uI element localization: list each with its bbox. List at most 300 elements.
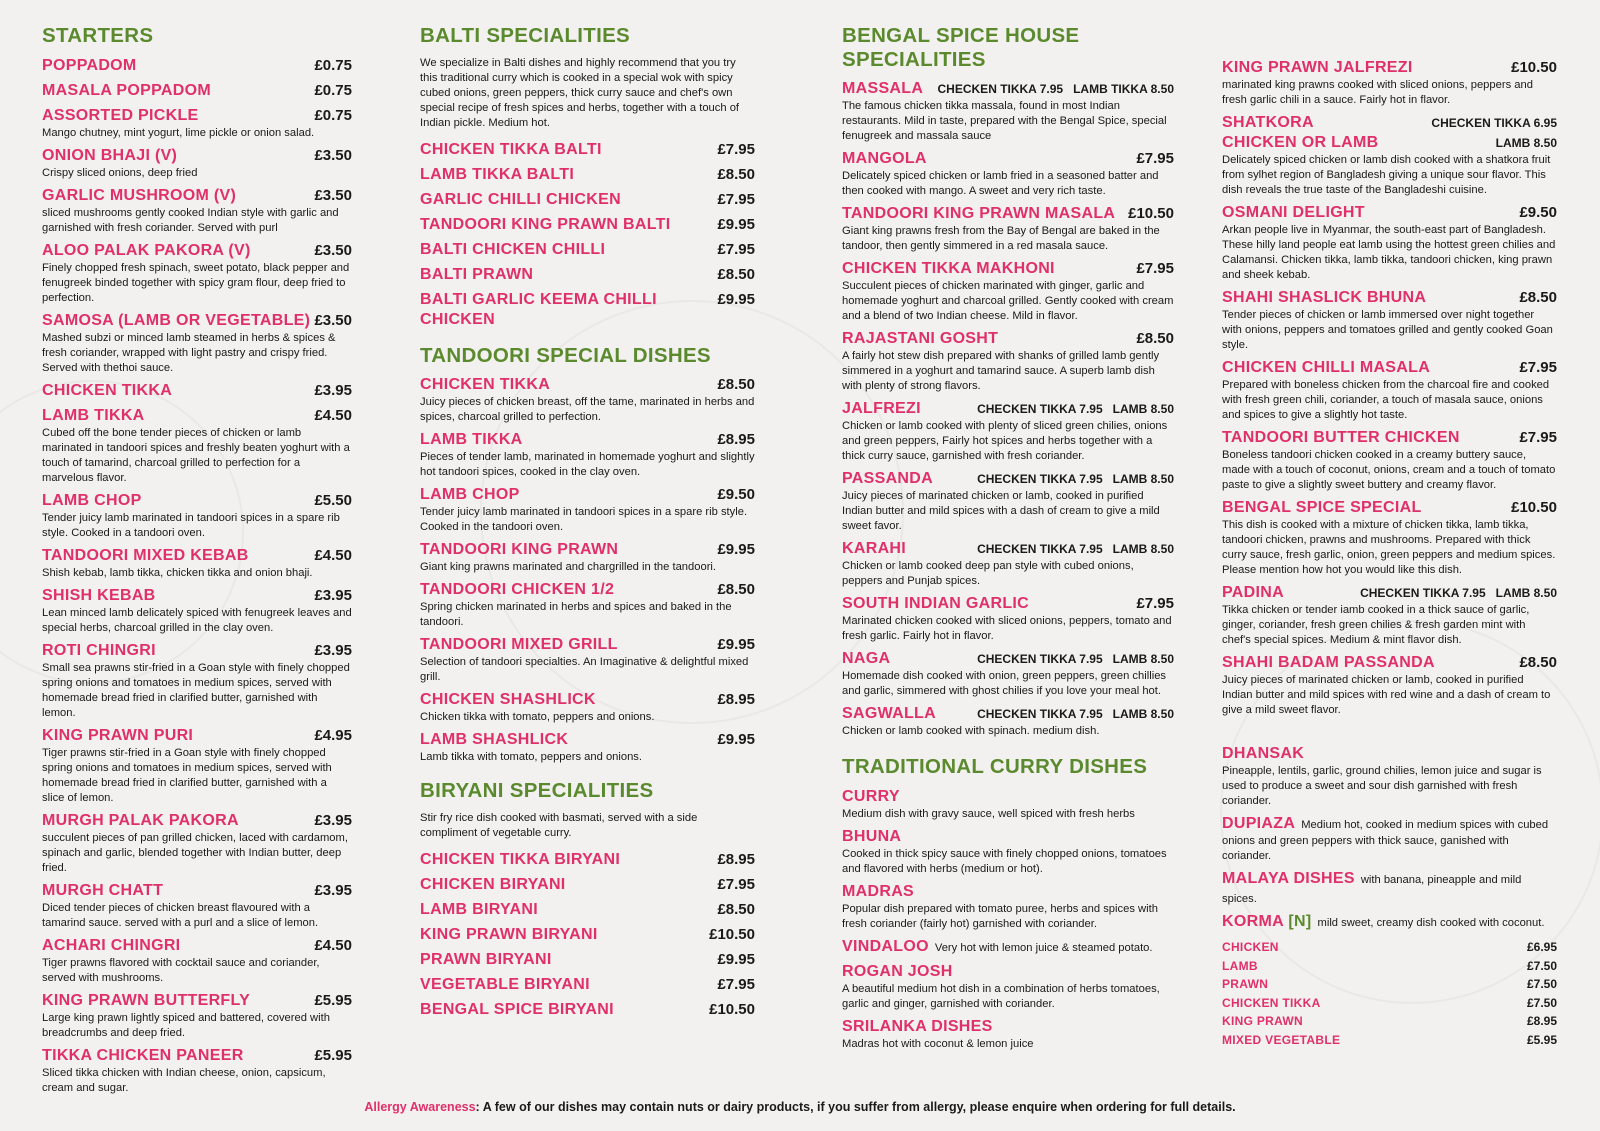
item-variant-prices [928, 82, 1174, 96]
item-price: £3.95 [314, 641, 352, 659]
item-row [42, 586, 352, 606]
item-price: £9.50 [717, 486, 755, 504]
item-price: £3.95 [314, 586, 352, 604]
item-description: Marinated chicken cooked with sliced onions, peppers, tomato and fresh garlic. Fairly hot in flavor. [842, 615, 1172, 643]
item-name: SOUTH INDIAN GARLIC [842, 595, 1030, 613]
item-price: £8.50 [717, 900, 755, 918]
item-row [42, 936, 352, 956]
item-description: Spring chicken marinated in herbs and spices and baked in the tandoori. [420, 601, 732, 629]
menu-item [842, 149, 1174, 199]
menu-item [842, 1017, 1174, 1052]
item-price: £7.95 [717, 975, 755, 993]
item-row [420, 850, 755, 870]
menu-item [842, 962, 1174, 1012]
menu-item [420, 900, 755, 920]
item-name: BHUNA [842, 827, 902, 845]
item-price: £10.50 [1511, 499, 1557, 516]
menu-item [842, 594, 1174, 644]
item-description: Pieces of tender lamb, marinated in homemade yoghurt and slightly hot tandoori spices, cooked in the clay oven. [420, 451, 755, 479]
item-name: CHICKEN TIKKA BALTI [420, 140, 602, 158]
item-description: Large king prawn lightly spiced and battered, covered with breadcrumbs and deep fried. [42, 1011, 330, 1039]
base-price-name: PRAWN [1222, 977, 1269, 992]
item-name: KING PRAWN BUTTERFLY [42, 991, 251, 1009]
menu-item [420, 215, 755, 235]
item-variant-prices [967, 472, 1174, 486]
variant-chicken: CHECKEN TIKKA 7.95 [937, 82, 1064, 97]
item-name: RAJASTANI GOSHT [842, 330, 999, 348]
item-name: ROTI CHINGRI [42, 641, 156, 659]
biryani-intro: Stir fry rice dish cooked with basmati, served with a side compliment of vegetable curry. [420, 811, 698, 839]
item-price: £3.95 [314, 881, 352, 899]
menu-item [420, 975, 755, 995]
item-description: mild sweet, creamy dish cooked with coconut. [1317, 917, 1545, 929]
item-description: Juicy pieces of marinated chicken or lamb, cooked in purified Indian butter and mild spices with a dash of cream to give a mild sweet favor. [842, 490, 1160, 533]
item-name: MALAYA DISHES [1222, 870, 1355, 887]
item-name: ASSORTED PICKLE [42, 106, 199, 124]
item-name: BALTI CHICKEN CHILLI [420, 240, 606, 258]
menu-item [42, 936, 352, 986]
item-name: JALFREZI [842, 400, 921, 418]
item-row [42, 491, 352, 511]
item-price: £0.75 [314, 106, 352, 124]
menu-item [842, 399, 1174, 464]
item-row [42, 241, 352, 261]
item-description: Chicken or lamb cooked with plenty of sliced green chilies, onions and green peppers, Fairly hot spices and herbs together with a thick curry sauce, garnished with fresh coriander. [842, 420, 1168, 463]
item-description: Prepared with boneless chicken from the charcoal fire and cooked with fresh green chili, coriander, a touch of masala sauce, onions and spices to give a slightly hot taste. [1222, 379, 1550, 421]
item-name: SHAHI BADAM PASSANDA [1222, 654, 1435, 671]
item-description: Juicy pieces of marinated chicken or lamb, cooked in purified Indian butter and mild spices with red wine and a dash of cream to give a mild sweet flavor. [1222, 674, 1551, 716]
item-variant-prices [967, 707, 1174, 721]
variant-lamb: LAMB 8.50 [1495, 136, 1557, 150]
item-description: Mashed subzi or minced lamb steamed in herbs & spices & fresh coriander, wrapped with light pastry and crispy fried. Served with thethoi sauce. [42, 331, 336, 374]
item-variant-prices [1350, 586, 1557, 600]
item-description: Tender juicy lamb marinated in tandoori spices in a spare rib style. Cooked in the tandoori oven. [420, 506, 748, 534]
item-name: TANDOORI BUTTER CHICKEN [1222, 429, 1460, 446]
item-name: CHICKEN CHILLI MASALA [1222, 359, 1431, 376]
item-name: KARAHI [842, 540, 907, 558]
item-variant-prices [967, 652, 1174, 666]
variant-lamb: LAMB 8.50 [1112, 542, 1174, 557]
item-row [420, 240, 755, 260]
item-price: £7.95 [717, 140, 755, 158]
menu-item [842, 259, 1174, 324]
item-price: £10.50 [1511, 59, 1557, 76]
item-description: Finely chopped fresh spinach, sweet potato, black pepper and fenugreek binded together with spicy gram flour, deep fried to perfection. [42, 261, 350, 304]
item-description: Tender pieces of chicken or lamb immersed over night together with onions, peppers and tomatoes grilled and gently cooked Goan style. [1222, 309, 1553, 351]
item-price: £3.95 [314, 811, 352, 829]
item-name: KORMA [1222, 913, 1284, 930]
item-description: Delicately spiced chicken or lamb dish cooked with a shatkora fruit from sylhet region of Bangladesh giving a unique sour flavor. This dish reveals the true taste of the Bangladeshi cuisine. [1222, 154, 1551, 196]
menu-item [420, 875, 755, 895]
item-price: £5.95 [314, 991, 352, 1009]
item-row [42, 881, 352, 901]
item-description: A beautiful medium hot dish in a combination of herbs tomatoes, garlic and ginger, garnished with coriander. [842, 982, 1160, 1010]
item-row [42, 106, 352, 126]
item-description: Delicately spiced chicken or lamb fried in a seasoned batter and then cooked with mango. A sweet and very rich taste. [842, 170, 1159, 198]
item-row [420, 690, 755, 710]
item-name: SHATKORA [1222, 114, 1314, 131]
item-description: Very hot with lemon juice & steamed potato. [934, 941, 1153, 954]
section-title-starters: STARTERS [42, 24, 154, 47]
menu-item [842, 79, 1174, 144]
item-row [420, 635, 755, 655]
menu-item [842, 649, 1174, 699]
section-title-bengal: BENGAL SPICE HOUSE SPECIALITIES [842, 24, 1080, 71]
item-variant-prices [967, 402, 1174, 416]
item-price: £10.50 [709, 1000, 755, 1018]
menu-item [420, 375, 755, 425]
item-name: ALOO PALAK PAKORA (V) [42, 241, 251, 259]
variant-chicken: CHECKEN TIKKA 7.95 [1360, 586, 1486, 600]
item-description: Shish kebab, lamb tikka, chicken tikka and onion bhaji. [42, 566, 313, 579]
item-price: £7.95 [1519, 359, 1557, 376]
item-name: OSMANI DELIGHT [1222, 204, 1365, 221]
item-price: £9.95 [717, 215, 755, 233]
item-price: £8.50 [717, 265, 755, 283]
item-description: Medium dish with gravy sauce, well spiced with fresh herbs [842, 807, 1135, 820]
item-price: £10.50 [709, 925, 755, 943]
item-price: £8.95 [717, 850, 755, 868]
menu-item [1222, 653, 1557, 718]
item-row [420, 265, 755, 285]
item-row [42, 726, 352, 746]
variant-lamb: LAMB 8.50 [1112, 402, 1174, 417]
base-price-value: £5.95 [1526, 1032, 1557, 1047]
menu-item [842, 882, 1174, 932]
item-subname: CHICKEN OR LAMB [1222, 134, 1379, 151]
item-name: DHANSAK [1222, 745, 1305, 762]
item-price: £3.50 [314, 186, 352, 204]
menu-item [1222, 869, 1557, 907]
menu-item [842, 704, 1174, 739]
variant-chicken: CHECKEN TIKKA 7.95 [977, 472, 1103, 487]
item-name: VEGETABLE BIRYANI [420, 975, 590, 993]
base-price-row [1222, 975, 1557, 994]
menu-item [42, 811, 352, 876]
variant-lamb: LAMB 8.50 [1495, 586, 1557, 600]
item-price: £7.95 [1519, 429, 1557, 446]
menu-item [1222, 498, 1557, 578]
item-row [420, 975, 755, 995]
item-description: succulent pieces of pan grilled chicken, laced with cardamom, spinach and garlic, blended together with Indian butter, deep fried. [42, 831, 348, 874]
balti-intro: We specialize in Balti dishes and highly recommend that you try this traditional curry which is cooked in a special wok with spicy cubed onions, green peppers, thick curry sauce and chef's own special recipe of fresh spices and herbs, together with a touch of Indian pickle. Medium hot. [420, 56, 740, 129]
item-price: £9.95 [717, 541, 755, 559]
item-description: Madras hot with coconut & lemon juice [842, 1037, 1034, 1050]
item-row [420, 140, 755, 160]
item-price: £7.95 [717, 240, 755, 258]
menu-item [842, 204, 1174, 254]
item-row [42, 641, 352, 661]
menu-item [42, 381, 352, 401]
menu-item [420, 240, 755, 260]
item-price: £3.50 [314, 146, 352, 164]
menu-item [42, 991, 352, 1041]
item-price: £7.95 [1136, 260, 1174, 278]
item-name: LAMB BIRYANI [420, 900, 538, 918]
item-price: £7.95 [717, 190, 755, 208]
base-price-value: £8.95 [1526, 1014, 1557, 1029]
item-description: Giant king prawns fresh from the Bay of Bengal are baked in the tandoor, then gently simmered in a red masala sauce. [842, 225, 1160, 253]
menu-item [420, 290, 755, 330]
item-name: TANDOORI MIXED KEBAB [42, 546, 249, 564]
item-name: MASALA POPPADOM [42, 81, 211, 99]
item-price: £5.95 [314, 1046, 352, 1064]
item-name: KING PRAWN JALFREZI [1222, 59, 1413, 76]
menu-item [420, 1000, 755, 1020]
item-description: Selection of tandoori specialties. An Imaginative & delightful mixed grill. [420, 656, 749, 684]
menu-item [420, 690, 755, 725]
item-description: marinated king prawns cooked with sliced onions, peppers and fresh garlic chili in a sauce. Fairly hot in flavor. [1222, 79, 1533, 106]
item-price: £8.50 [717, 376, 755, 394]
menu-item [42, 146, 352, 181]
item-price: £8.50 [717, 165, 755, 183]
allergy-label: Allergy Awareness [364, 1100, 476, 1114]
item-name: MANGOLA [842, 150, 927, 168]
item-description: Juicy pieces of chicken breast, off the tame, marinated in herbs and spices, charcoal grilled to perfection. [420, 396, 755, 424]
menu-item [1222, 912, 1557, 932]
menu-item [1222, 814, 1557, 864]
variant-chicken: CHECKEN TIKKA 7.95 [977, 542, 1103, 557]
base-price-value: £6.95 [1526, 940, 1557, 954]
base-price-name: CHICKEN TIKKA [1222, 995, 1321, 1010]
variant-lamb: LAMB 8.50 [1112, 652, 1174, 667]
item-name: GARLIC MUSHROOM (V) [42, 186, 237, 204]
variant-chicken: CHECKEN TIKKA 7.95 [977, 402, 1103, 417]
item-name: MASSALA [842, 80, 924, 98]
variant-lamb: LAMB 8.50 [1112, 707, 1174, 722]
base-price-value: £7.50 [1526, 995, 1557, 1010]
item-description: Sliced tikka chicken with Indian cheese, onion, capsicum, cream and sugar. [42, 1066, 326, 1094]
item-row [42, 991, 352, 1011]
item-name: CHICKEN TIKKA MAKHONI [842, 260, 1055, 278]
item-description: Homemade dish cooked with onion, green peppers, green chillies and garlic, simmered with ghost chilies if you love your meal hot. [842, 670, 1167, 698]
nuts-tag: [N] [1288, 913, 1312, 930]
section-title-balti: BALTI SPECIALITIES [420, 24, 631, 47]
item-name: CHICKEN BIRYANI [420, 875, 566, 893]
item-row [420, 215, 755, 235]
item-row [420, 190, 755, 210]
menu-item [842, 787, 1174, 822]
tandoori-list [420, 375, 755, 765]
item-name: PADINA [1222, 584, 1284, 601]
biryani-list [420, 850, 755, 1020]
item-row [42, 56, 352, 76]
item-name: ROGAN JOSH [842, 962, 953, 980]
base-price-value: £7.50 [1526, 977, 1557, 992]
item-price: £3.95 [314, 381, 352, 399]
menu-item [842, 827, 1174, 877]
item-row [420, 875, 755, 895]
item-name: SRILANKA DISHES [842, 1017, 993, 1035]
menu-item [42, 881, 352, 931]
item-name: LAMB CHOP [420, 486, 520, 504]
base-price-name: KING PRAWN [1222, 1014, 1303, 1029]
item-name: NAGA [842, 650, 891, 668]
item-price: £5.50 [314, 491, 352, 509]
item-description: Tikka chicken or tender iamb cooked in a thick sauce of garlic, ginger, coriander, fresh green chilies & fresh garden mint with chef's special spices. Medium & mint flavor dish. [1222, 604, 1530, 646]
item-row [420, 1000, 755, 1020]
item-row [420, 730, 755, 750]
item-description: sliced mushrooms gently cooked Indian style with garlic and garnished with fresh coriander. Served with purl [42, 206, 339, 234]
item-name: CURRY [842, 787, 900, 805]
base-price-name: LAMB [1222, 958, 1258, 973]
item-name: KING PRAWN PURI [42, 726, 194, 744]
item-price: £10.50 [1128, 205, 1174, 223]
item-name: TANDOORI CHICKEN 1/2 [420, 581, 615, 599]
menu-item [420, 635, 755, 685]
item-row [420, 165, 755, 185]
item-description: Lean minced lamb delicately spiced with fenugreek leaves and special herbs, charcoal grilled in the clay oven. [42, 606, 352, 634]
menu-item [420, 430, 755, 480]
item-row [420, 540, 755, 560]
item-price: £9.95 [717, 290, 755, 308]
item-price: £7.95 [1136, 595, 1174, 613]
item-row [42, 406, 352, 426]
menu-item [842, 539, 1174, 589]
menu-item [1222, 744, 1557, 809]
item-name: VINDALOO [842, 937, 929, 955]
item-description: Tender juicy lamb marinated in tandoori spices in a spare rib style. Cooked in a tandoori oven. [42, 511, 340, 539]
item-name: LAMB TIKKA BALTI [420, 165, 575, 183]
balti-list [420, 140, 755, 330]
item-description: Popular dish prepared with tomato puree, herbs and spices with fresh coriander (fairly hot) garnished with coriander. [842, 902, 1158, 930]
variant-chicken: CHECKEN TIKKA 7.95 [977, 707, 1103, 722]
base-price-name: MIXED VEGETABLE [1222, 1032, 1341, 1047]
menu-item [420, 265, 755, 285]
menu-item [1222, 358, 1557, 423]
item-description: Chicken tikka with tomato, peppers and onions. [420, 711, 655, 724]
allergy-notice [0, 1100, 1600, 1114]
item-name: MURGH CHATT [42, 881, 164, 899]
item-row [42, 546, 352, 566]
menu-item [42, 186, 352, 236]
item-name: DUPIAZA [1222, 815, 1296, 832]
item-price: £3.50 [314, 311, 352, 329]
variant-chicken: CHECKEN TIKKA 6.95 [1431, 116, 1557, 130]
base-price-value: £7.50 [1526, 958, 1557, 973]
section-title-traditional: TRADITIONAL CURRY DISHES [842, 755, 1148, 779]
variant-lamb: LAMB 8.50 [1112, 472, 1174, 487]
item-price: £9.95 [717, 950, 755, 968]
item-description: Diced tender pieces of chicken breast flavoured with a tamarind sauce. served with a purl and a slice of lemon. [42, 901, 319, 929]
variant-chicken: CHECKEN TIKKA 7.95 [977, 652, 1103, 667]
item-name: TANDOORI KING PRAWN MASALA [842, 205, 1116, 223]
menu-item [1222, 583, 1557, 648]
item-description: Small sea prawns stir-fried in a Goan style with finely chopped spring onions and tomatoes in medium spices, served with homemade bread fried in clarified butter, garnished with lemon. [42, 661, 350, 719]
item-name: BENGAL SPICE SPECIAL [1222, 499, 1422, 516]
menu-item [1222, 113, 1557, 198]
item-description: This dish is cooked with a mixture of chicken tikka, lamb tikka, tandoori chicken, prawns and mushrooms. Prepared with thick curry sauce, fresh garlic, onion, green peppers and medium spices. Please mention how hot you would like this dish. [1222, 519, 1556, 576]
item-price: £4.50 [314, 406, 352, 424]
menu-item [420, 140, 755, 160]
item-name: BALTI GARLIC KEEMA CHILLI CHICKEN [420, 290, 657, 328]
item-description: Arkan people live in Myanmar, the south-east part of Bangladesh. These hilly land people eat lamb using the hottest green chilies and Calamansi. Chicken tikka, lamb tikka, tandoori chicken, king prawn and sheek kebab. [1222, 224, 1556, 281]
variant-lamb: LAMB TIKKA 8.50 [1073, 82, 1174, 97]
item-name: TANDOORI KING PRAWN [420, 541, 619, 559]
item-description: Crispy sliced onions, deep fried [42, 166, 198, 179]
item-description: with banana, pineapple and mild spices. [1222, 874, 1522, 905]
item-row [420, 580, 755, 600]
base-price-row [1222, 994, 1557, 1013]
column-starters [42, 24, 352, 1101]
column-bengal-specialities [842, 24, 1174, 1057]
item-name: TANDOORI KING PRAWN BALTI [420, 215, 671, 233]
menu-item [420, 580, 755, 630]
menu-item [1222, 58, 1557, 108]
base-price-row [1222, 957, 1557, 976]
menu-item [42, 56, 352, 76]
item-price: £8.50 [1519, 654, 1557, 671]
allergy-text: : A few of our dishes may contain nuts or dairy products, if you suffer from allergy, please enquire when ordering for full details. [475, 1100, 1236, 1114]
column-more-specialities [1222, 58, 1557, 1050]
item-price: £3.50 [314, 241, 352, 259]
item-name: CHICKEN TIKKA [42, 381, 173, 399]
item-row [420, 290, 755, 330]
base-price-name: CHICKEN [1222, 940, 1279, 954]
menu-item [842, 469, 1174, 534]
item-description: Pineapple, lentils, garlic, ground chilies, lemon juice and sugar is used to produce a sweet and sour dish garnished with fresh coriander. [1222, 765, 1542, 807]
item-name: LAMB SHASHLICK [420, 731, 569, 749]
item-row [42, 311, 352, 331]
item-name: SAMOSA (LAMB OR VEGETABLE) [42, 311, 311, 329]
menu-item [1222, 288, 1557, 353]
item-price: £0.75 [314, 56, 352, 74]
item-price: £9.95 [717, 731, 755, 749]
item-name: MURGH PALAK PAKORA [42, 811, 239, 829]
menu-item [420, 925, 755, 945]
menu-item [420, 485, 755, 535]
item-price: £9.50 [1519, 204, 1557, 221]
item-price: £4.95 [314, 726, 352, 744]
item-description: A fairly hot stew dish prepared with shanks of grilled lamb gently simmered in a yoghurt and tamarind sauce. A superb lamb dish with plenty of strong flavors. [842, 350, 1160, 393]
starters-list [42, 56, 352, 1096]
item-price: £0.75 [314, 81, 352, 99]
item-description: Cubed off the bone tender pieces of chicken or lamb marinated in tandoori spices and freshly beaten yoghurt with a touch of tamarind, charcoal grilled to perfection for a marvelous flavor. [42, 426, 350, 484]
section-title-biryani: BIRYANI SPECIALITIES [420, 779, 654, 803]
item-description: Tiger prawns stir-fried in a Goan style with finely chopped spring onions and tomatoes in medium spices, served with homemade bread fried in clarified butter, garnished with a slice of lemon. [42, 746, 332, 804]
base-price-row [1222, 938, 1557, 957]
menu-item [420, 190, 755, 210]
item-description: Chicken or lamb cooked deep pan style with cubed onions, peppers and Punjab spices. [842, 560, 1134, 588]
item-description: The famous chicken tikka massala, found in most Indian restaurants. Mild in taste, prepared with the Bengal Spice, special fenugreek and massala sauce [842, 100, 1167, 143]
item-name: CHICKEN TIKKA BIRYANI [420, 850, 621, 868]
item-name: TANDOORI MIXED GRILL [420, 636, 618, 654]
item-description: Giant king prawns marinated and chargrilled in the tandoori. [420, 561, 717, 574]
item-price: £4.50 [314, 546, 352, 564]
menu-item [842, 937, 1174, 957]
item-row [420, 950, 755, 970]
item-name: KING PRAWN BIRYANI [420, 925, 598, 943]
item-row [42, 811, 352, 831]
base-price-row [1222, 1012, 1557, 1031]
item-price: £8.50 [717, 581, 755, 599]
item-row [42, 81, 352, 101]
menu-item [1222, 203, 1557, 283]
column-balti-tandoori-biryani [420, 24, 755, 1025]
item-name: TIKKA CHICKEN PANEER [42, 1046, 244, 1064]
item-name: SHISH KEBAB [42, 586, 156, 604]
item-description: Chicken or lamb cooked with spinach. medium dish. [842, 725, 1100, 738]
item-name: PASSANDA [842, 470, 934, 488]
item-description: Succulent pieces of chicken marinated with ginger, garlic and homemade yoghurt and charcoal grilled. Gently cooked with cream and a blend of two Indian cheese. Mild in flavor. [842, 280, 1174, 323]
menu-item [42, 106, 352, 141]
menu-item [42, 491, 352, 541]
item-row [420, 430, 755, 450]
menu-item [42, 586, 352, 636]
item-price: £8.95 [717, 691, 755, 709]
menu-item [42, 641, 352, 721]
item-price: £9.95 [717, 636, 755, 654]
